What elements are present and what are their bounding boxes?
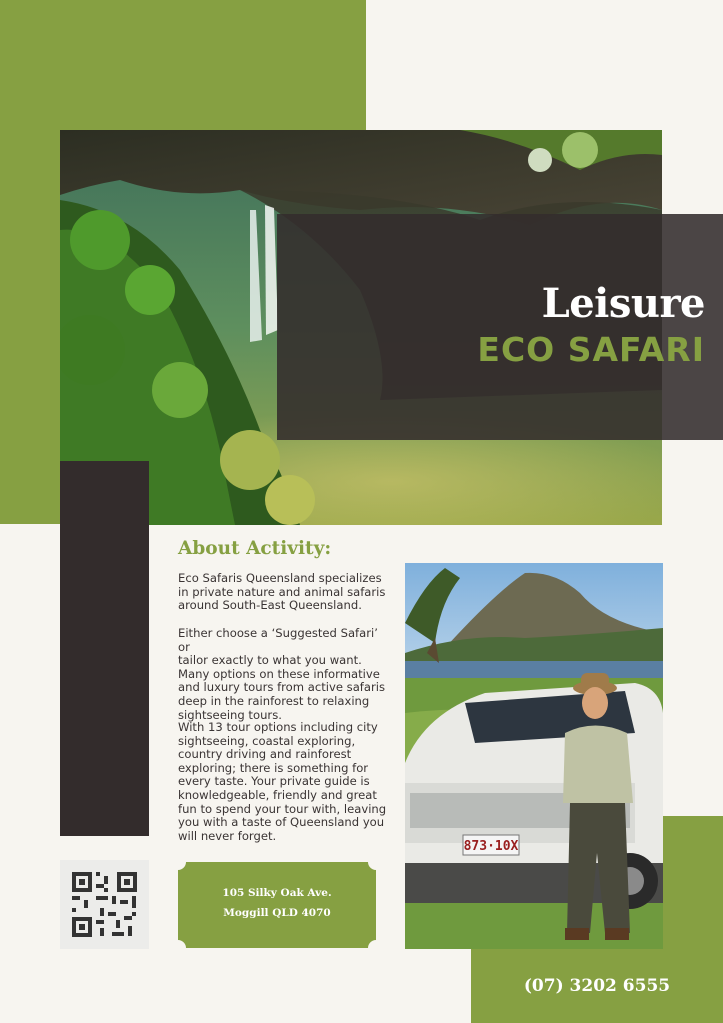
text-line: fun to spend your tour with, leaving <box>178 801 387 816</box>
text-line: Either choose a ‘Suggested Safari’ or <box>178 626 378 654</box>
dark-vertical-bar <box>60 461 149 836</box>
about-paragraph-2 <box>178 627 393 722</box>
text-line: tailor exactly to what you want. <box>178 653 362 668</box>
qr-code-box[interactable] <box>60 860 149 949</box>
text-line: around South-East Queensland. <box>178 598 362 613</box>
phone-number[interactable]: (07) 3202 6555 <box>523 976 671 996</box>
text-line: sightseeing tours. <box>178 707 282 722</box>
about-heading: About Activity: <box>178 538 332 559</box>
text-line: exploring; there is something for <box>178 760 369 775</box>
address-line-1: 105 Silky Oak Ave. <box>222 887 332 899</box>
title-leisure: Leisure <box>541 280 705 327</box>
address-box <box>178 862 376 948</box>
text-line: country driving and rainforest <box>178 747 352 762</box>
title-panel <box>277 214 723 440</box>
text-line: Eco Safaris Queensland specializes <box>178 571 382 585</box>
about-paragraph-1 <box>178 572 393 613</box>
text-line: knowledgeable, friendly and great <box>178 787 377 802</box>
text-line: in private nature and animal safaris <box>178 584 386 599</box>
title-eco-safari: ECO SAFARI <box>477 330 705 369</box>
address-line-2: Moggill QLD 4070 <box>223 907 331 919</box>
text-line: and luxury tours from active safaris <box>178 680 386 695</box>
text-line: Many options on these informative <box>178 666 380 681</box>
text-line: will never forget. <box>178 828 277 843</box>
ranger-landrover-photo <box>405 563 663 949</box>
qr-code-icon <box>60 860 149 949</box>
about-paragraph-3 <box>178 721 393 843</box>
text-line: With 13 tour options including city <box>178 720 378 734</box>
text-line: deep in the rainforest to relaxing <box>178 693 370 708</box>
text-line: you with a taste of Queensland you <box>178 815 385 830</box>
plate-text: 873·10X <box>463 839 519 854</box>
text-line: every taste. Your private guide is <box>178 774 370 789</box>
text-line: sightseeing, coastal exploring, <box>178 733 356 748</box>
